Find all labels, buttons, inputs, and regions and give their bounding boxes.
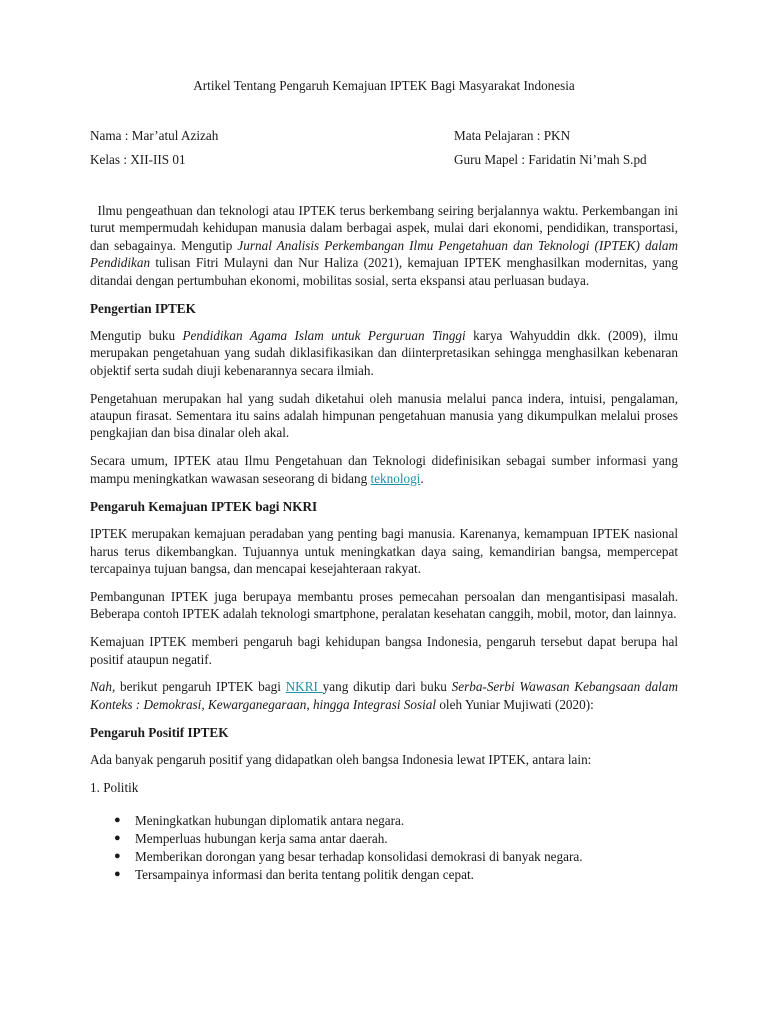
book-title: Pendidikan Agama Islam untuk Perguruan Tinggi <box>182 327 466 343</box>
list-heading-politik: 1. Politik <box>90 780 139 796</box>
bullet-icon: ● <box>114 814 121 827</box>
paragraph-definition-pengetahuan: Pengetahuan merupakan hal yang sudah diketahui oleh manusia melalui panca indera, intuisi, pengalaman, ataupun firasat. Sementara itu sains adalah himpunan pengetahuan manusia yang dikumpulkan melalui proses pengkajian dan bisa dinalar oleh akal. <box>90 390 678 441</box>
bullet-icon: ● <box>114 850 121 863</box>
student-info <box>90 128 680 176</box>
link-nkri[interactable]: NKRI <box>285 679 323 695</box>
list-item: ● Tersampainya informasi dan berita tentang politik dengan cepat. <box>114 866 474 882</box>
bullet-icon: ● <box>114 832 121 845</box>
info-row-1 <box>90 128 680 152</box>
heading-nkri: Pengaruh Kemajuan IPTEK bagi NKRI <box>90 498 318 514</box>
bullet-icon: ● <box>114 867 121 880</box>
info-row-2 <box>90 152 680 176</box>
student-class: Kelas : XII-IIS 01 <box>90 152 186 167</box>
subject: Mata Pelajaran : PKN <box>454 128 571 143</box>
journal-title: Jurnal Analisis Perkembangan Ilmu Pengetahuan dan Teknologi (IPTEK) dalam Pendidikan <box>90 237 678 271</box>
teacher: Guru Mapel : Faridatin Ni’mah S.pd <box>454 152 647 167</box>
heading-pengertian: Pengertian IPTEK <box>90 300 196 316</box>
paragraph-definition-ilmu: Mengutip buku Pendidikan Agama Islam untuk Perguruan Tinggi karya Wahyuddin dkk. (2009), ilmu merupakan pengetahuan yang sudah diklasifikasikan dan diinterpretasikan sehingga menghasilkan kebenaran objektif serta sudah diuji kebenarannya secara ilmiah. <box>90 327 678 378</box>
paragraph-pembangunan: Pembangunan IPTEK juga berupaya membantu proses pemecahan persoalan dan mengantisipasi masalah. Beberapa contoh IPTEK adalah teknologi smartphone, peralatan kesehatan canggih, mobil, motor, dan lainnya. <box>90 588 678 622</box>
article-body <box>90 202 678 884</box>
paragraph-source: Nah, berikut pengaruh IPTEK bagi NKRI yang dikutip dari buku Serba-Serbi Wawasan Kebangsaan dalam Konteks : Demokrasi, Kewarganegaraan, hingga Integrasi Sosial oleh Yuniar Mujiwati (2020): <box>90 679 678 712</box>
heading-positif: Pengaruh Positif IPTEK <box>90 724 229 740</box>
link-teknologi[interactable]: teknologi <box>370 470 421 486</box>
list-item: ● Memperluas hubungan kerja sama antar daerah. <box>114 831 388 847</box>
intro-paragraph: Ilmu pengeathuan dan teknologi atau IPTEK terus berkembang seiring berjalannya waktu. Perkembangan ini turut mempermudah kehidupan manusia dalam berbagai aspek, mulai dari ekonomi, pendidikan, transportasi, dan sebagainya. Mengutip Jurnal Analisis Perkembangan Ilmu Pengetahuan dan Teknologi (IPTEK) dalam Pendidikan tulisan Fitri Mulayni dan Nur Haliza (2021), kemajuan IPTEK menghasilkan modernitas, yang ditandai dengan pertumbuhan ekonomi, mobilitas sosial, serta ekspansi atau perluasan budaya. <box>90 203 679 288</box>
document-title: Artikel Tentang Pengaruh Kemajuan IPTEK Bagi Masyarakat Indonesia <box>193 78 575 93</box>
paragraph-kemajuan: Kemajuan IPTEK memberi pengaruh bagi kehidupan bangsa Indonesia, pengaruh tersebut dapat berupa hal positif ataupun negatif. <box>90 634 678 667</box>
politik-bullet-list <box>90 812 678 883</box>
source-book-title: Serba-Serbi Wawasan Kebangsaan dalam Konteks : Demokrasi, Kewarganegaraan, hingga Integrasi Sosial <box>90 679 678 712</box>
list-item: ● Meningkatkan hubungan diplomatik antara negara. <box>114 813 405 829</box>
student-name: Nama : Mar’atul Azizah <box>90 128 219 143</box>
paragraph-positif-intro: Ada banyak pengaruh positif yang didapatkan oleh bangsa Indonesia lewat IPTEK, antara lain: <box>90 752 592 768</box>
paragraph-definition-iptek: Secara umum, IPTEK atau Ilmu Pengetahuan dan Teknologi didefinisikan sebagai sumber informasi yang mampu meningkatkan wawasan seseorang di bidang teknologi. <box>90 453 678 486</box>
paragraph-iptek-nkri: IPTEK merupakan kemajuan peradaban yang penting bagi manusia. Karenanya, kemampuan IPTEK nasional harus terus dikembangkan. Tujuannya untuk meningkatkan daya saing, kemandirian bangsa, mempercepat tercapainya tujuan bangsa, dan mencapai kesejahteraan rakyat. <box>90 526 678 576</box>
list-item: ● Memberikan dorongan yang besar terhadap konsolidasi demokrasi di banyak negara. <box>114 849 583 865</box>
